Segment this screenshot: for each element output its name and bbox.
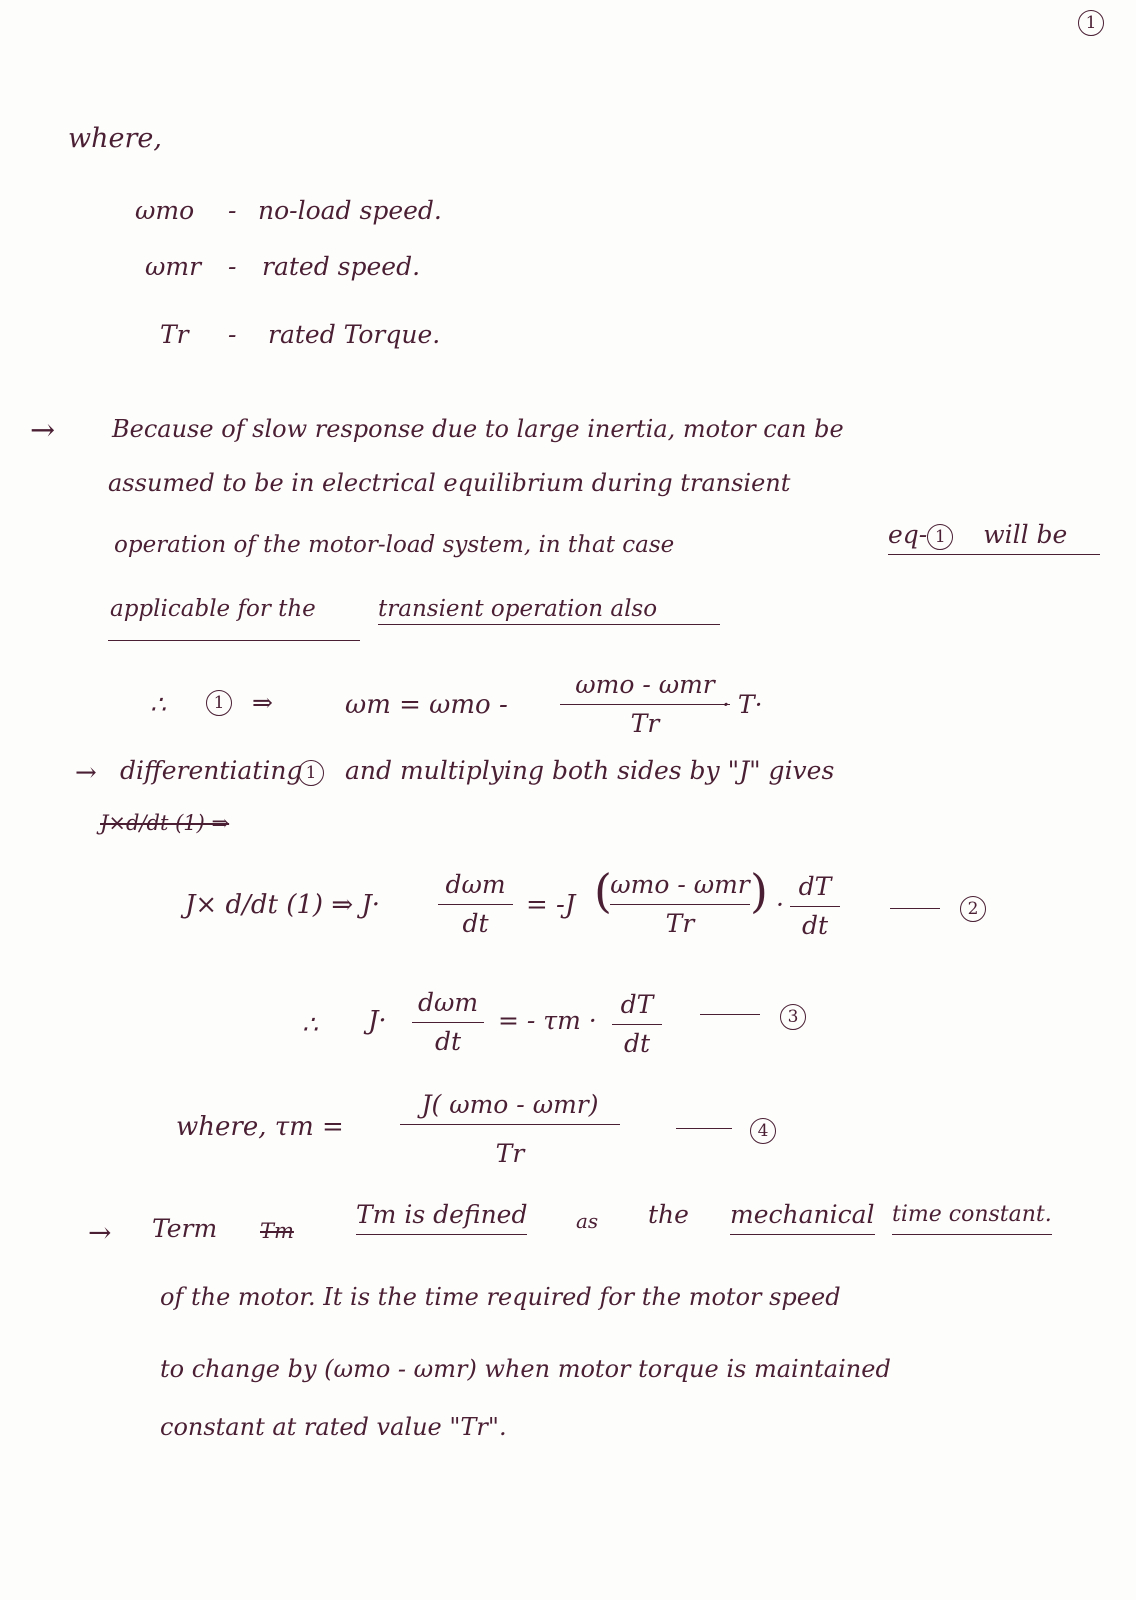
- paragraph-line-end: transient operation also: [378, 596, 658, 622]
- definition-dash: -: [228, 320, 237, 349]
- equation-ref: 1: [298, 756, 324, 786]
- equation-fraction: J( ωmo - ωmr) Tr: [400, 1090, 620, 1169]
- definition-symbol: Tr: [160, 320, 189, 349]
- paragraph-line: Because of slow response due to large inertia, motor can be: [112, 415, 844, 443]
- equation-fraction: dT dt: [612, 990, 662, 1059]
- equation-fraction: dT dt: [790, 872, 840, 941]
- paragraph-line: operation of the motor-load system, in that case: [114, 532, 675, 558]
- equation-fraction: dωm dt: [412, 988, 484, 1057]
- therefore-symbol: ∴: [150, 690, 166, 719]
- equation-ref: 1: [206, 686, 232, 716]
- equation-lhs: where, τm =: [176, 1112, 344, 1142]
- equation-number: 2: [960, 892, 986, 922]
- definition-text: rated Torque.: [268, 320, 441, 349]
- definition-dash: -: [228, 252, 237, 281]
- equals-sign: = -J: [526, 890, 576, 920]
- paragraph-text: Tm is defined: [356, 1200, 527, 1235]
- paragraph-line: assumed to be in electrical equilibrium during transient: [108, 469, 791, 497]
- paragraph-text: as: [576, 1209, 599, 1233]
- equation-dash: [700, 1014, 760, 1015]
- equation-rhs: = - τm ·: [498, 1006, 597, 1035]
- arrow-bullet: →: [30, 413, 56, 448]
- equation-dash: [676, 1128, 732, 1129]
- equation-tail: · T·: [722, 690, 763, 719]
- equation-lhs: ωm = ωmo -: [345, 690, 508, 720]
- definition-text: no-load speed.: [258, 196, 442, 225]
- equation-number: 4: [750, 1114, 776, 1144]
- where-heading: where,: [68, 123, 162, 154]
- dot-operator: ·: [776, 890, 784, 919]
- paragraph-text: time constant.: [892, 1200, 1052, 1235]
- equation-fraction: ωmo - ωmr Tr: [560, 670, 730, 739]
- arrow-bullet: →: [88, 1216, 112, 1249]
- therefore-symbol: ∴: [302, 1010, 318, 1039]
- equation-fraction: dωm dt: [438, 870, 513, 939]
- paragraph-line: of the motor. It is the time required for the motor speed: [160, 1283, 841, 1311]
- equation-fraction: ωmo - ωmr Tr: [610, 870, 750, 938]
- equation-reference: eq- 1 will be: [888, 520, 1100, 555]
- paragraph-text: differentiating: [120, 756, 303, 785]
- paragraph-text: and multiplying both sides by "J" gives: [345, 756, 835, 785]
- implies-symbol: ⇒: [252, 688, 273, 717]
- paren-right: ): [750, 864, 768, 918]
- equation-number: 3: [780, 1000, 806, 1030]
- definition-symbol: ωmr: [145, 252, 202, 281]
- underline: [378, 624, 720, 625]
- paragraph-line: constant at rated value "Tr".: [160, 1413, 507, 1441]
- definition-symbol: ωmo: [135, 196, 195, 225]
- definition-dash: -: [228, 196, 237, 225]
- paren-left: (: [594, 864, 612, 918]
- equation-dash: [890, 908, 940, 909]
- paragraph-text: Term: [152, 1214, 218, 1243]
- paragraph-line: to change by (ωmo - ωmr) when motor torque is maintained: [160, 1355, 891, 1383]
- page-number: 1: [1078, 6, 1104, 36]
- underline: [108, 640, 360, 641]
- definition-text: rated speed.: [262, 252, 421, 281]
- struck-out-text: J×d/dt (1) ⇒: [100, 811, 230, 835]
- struck-out-text: Tm: [260, 1219, 294, 1243]
- paragraph-line-start: applicable for the: [110, 596, 316, 622]
- equation-lhs: J·: [368, 1006, 387, 1036]
- paragraph-text: the: [648, 1200, 689, 1229]
- paragraph-text: mechanical: [730, 1200, 875, 1235]
- arrow-bullet: →: [75, 758, 97, 788]
- equation-lhs: J× d/dt (1) ⇒ J·: [185, 890, 381, 920]
